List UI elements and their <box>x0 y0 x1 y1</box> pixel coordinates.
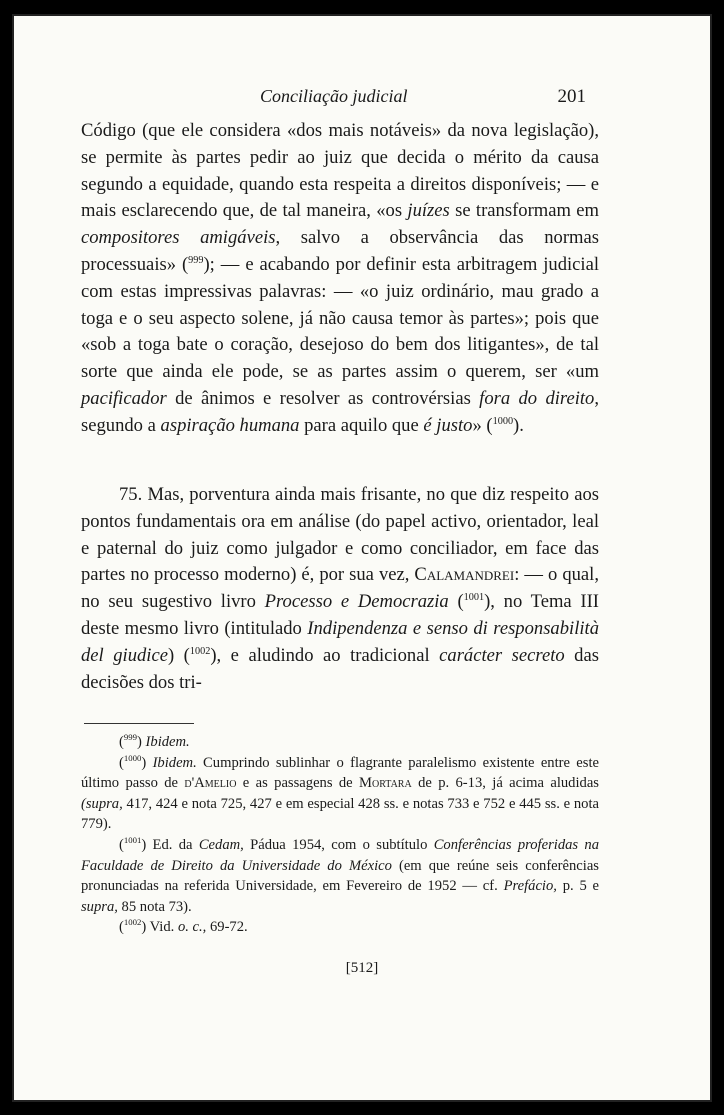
book-page <box>12 14 712 1102</box>
footnote-1001: ($^{1001}$) Ed. da Cedam, Pádua 1954, com o subtítulo Conferências proferidas na Faculdade de Direito da Universidade do México (em que reúne seis conferências pronunciadas na referida Universidade, em Fevereiro de 1952 — cf. Prefácio, p. 5 e supra, 85 nota 73). <box>81 835 600 915</box>
footnote-1002: ($^{1002}$) Vid. o. c., 69-72. <box>119 917 248 936</box>
page-number: 201 <box>557 86 586 107</box>
running-title: Conciliação judicial <box>260 86 408 106</box>
footnotes <box>81 732 599 938</box>
footnote-ref-999: 999 <box>188 254 204 266</box>
footnote-ref-1002: 1002 <box>189 645 211 657</box>
footnote-1000: ($^{1000}$) Ibidem. Cumprindo sublinhar o flagrante paralelismo existente entre este último passo de d'Amelio e as passagens de Mortara de p. 6-13, já acima aludidas (supra, 417, 424 e nota 725, 427 e em especial 428 ss. e notas 733 e 752 e 445 ss. e nota 779). <box>81 752 599 833</box>
paragraph-1: Código (que ele considera «dos mais notáveis» da nova legislação), se permite às partes pedir ao juiz que decida o mérito da causa segundo a equidade, quando esta respeita a direitos disponíveis; — e mais esclarecendo que, de tal maneira, «os juízes se transformam em compositores amigáveis, salvo a observância das normas processuais» ($^{999}$); — e acabando por definir esta arbitragem judicial com estas impressivas palavras: — «o juiz ordinário, mau grado a toga e o seu aspecto solene, já não causa temor às partes»; pois que «sob a toga bate o coração, desejoso do bem dos litigantes», de tal sorte que ainda ele pode, se as partes assim o querem, ser «um pacificador de ânimos e resolver as controvérsias fora do direito, segundo a aspiração humana para aquilo que é justo» ($^{1000}$). <box>81 120 599 436</box>
paragraph-2: 75. Mas, porventura ainda mais frisante, no que diz respeito aos pontos fundamentais ora em análise (do papel activo, orientador, leal e paternal do juiz como julgador e como conciliador, em face das partes no processo moderno) é, por sua vez, Calamandrei: — o qual, no seu sugestivo livro Processo e Democrazia ($^{1001}$), no Tema III deste mesmo livro (intitulado Indipendenza e senso di responsabilità del giudice) ($^{1002}$), e aludindo ao tradicional carácter secreto das decisões dos tri- <box>81 484 599 693</box>
footnote-ref-1000: 1000 <box>492 415 514 427</box>
folio-number: [512] <box>345 960 379 976</box>
running-head <box>14 86 710 110</box>
footnote-divider <box>84 723 194 724</box>
footnote-999: ($^{999}$) Ibidem. <box>119 732 190 750</box>
footnote-ref-1001: 1001 <box>463 592 485 603</box>
